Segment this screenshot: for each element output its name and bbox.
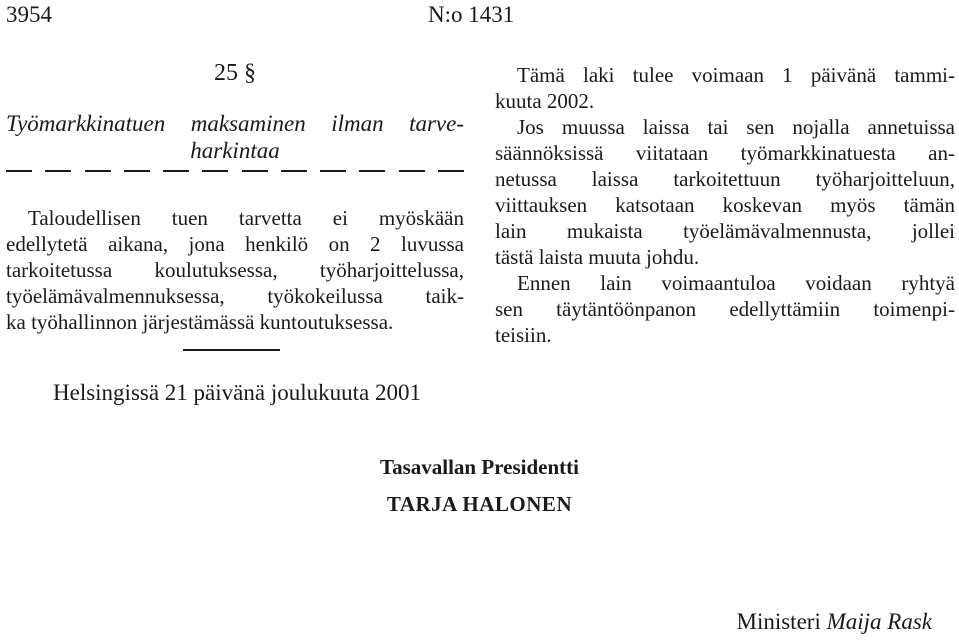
body-line: tästä laista muuta johdu. <box>495 245 700 269</box>
section-mark: 25 § <box>214 60 256 86</box>
body-line: kuuta 2002. <box>495 89 595 113</box>
body-line: viittauksen katsotaan koskevan myös tämän <box>495 193 955 217</box>
body-line: Tämä laki tulee voimaan 1 päivänä tammi- <box>517 63 955 87</box>
minister-signature <box>737 609 933 635</box>
entry-into-force-text <box>495 62 955 348</box>
issue-number: N:o 1431 <box>428 2 515 27</box>
president-name: TARJA HALONEN <box>386 492 573 516</box>
president-title <box>0 455 959 480</box>
section-heading-line: harkintaa <box>190 138 280 163</box>
omission-dashes <box>6 170 464 172</box>
minister-name: Maija Rask <box>826 609 932 634</box>
body-line: teisiin. <box>495 323 552 347</box>
body-line: netussa laissa tarkoitettuun työharjoitteluun, <box>495 167 955 191</box>
section-heading-line: Työmarkkinatuen maksaminen ilman tarve- <box>6 111 464 136</box>
page-number: 3954 <box>6 2 52 27</box>
body-line: säännöksissä viitataan työmarkkinatuesta an- <box>495 141 955 165</box>
body-line: työelämävalmennuksessa, työkokeilussa taik- <box>6 284 464 308</box>
body-line: Taloudellisen tuen tarvetta ei myöskään <box>28 206 464 230</box>
date-line: Helsingissä 21 päivänä joulukuuta 2001 <box>53 380 421 405</box>
section-end-rule <box>183 349 280 351</box>
body-line: tarkoitetussa koulutuksessa, työharjoittelussa, <box>6 258 464 282</box>
body-line: edellytetä aikana, jona henkilö on 2 luvussa <box>6 232 464 256</box>
section-heading <box>6 110 464 164</box>
body-line: sen täytäntöönpanon edellyttämiin toimenpi- <box>495 297 955 321</box>
body-line: ka työhallinnon järjestämässä kuntoutuksessa. <box>6 310 394 334</box>
minister-title: Ministeri <box>736 609 821 634</box>
president-title-text: Tasavallan Presidentti <box>380 455 579 479</box>
body-line: Jos muussa laissa tai sen nojalla annetuissa <box>517 115 955 139</box>
section-body <box>6 205 464 335</box>
body-line: lain mukaista työelämävalmennusta, jollei <box>495 219 955 243</box>
body-line: Ennen lain voimaantuloa voidaan ryhtyä <box>517 271 955 295</box>
